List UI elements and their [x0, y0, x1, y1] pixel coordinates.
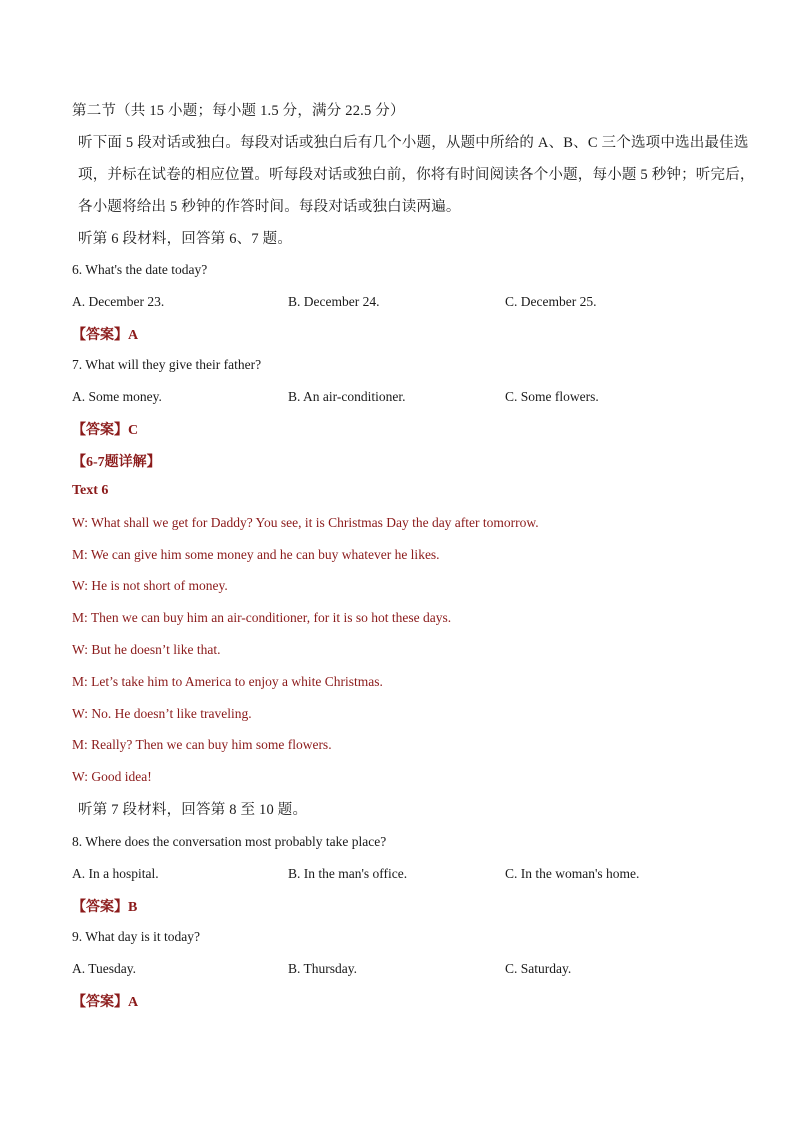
question-stem: 6. What's the date today? [72, 262, 208, 277]
part7-intro: 听第 7 段材料，回答第 8 至 10 题。 [78, 802, 308, 818]
option-c: C. Saturday. [505, 961, 572, 976]
option-b: B. Thursday. [288, 961, 357, 976]
instruction-line-3: 各小题将给出 5 秒钟的作答时间。每段对话或独白读两遍。 [78, 199, 461, 215]
dialogue-line: M: Really? Then we can buy him some flowers. [72, 737, 332, 752]
answer-label: 【答案】A [72, 328, 139, 343]
part6-intro: 听第 6 段材料，回答第 6、7 题。 [78, 231, 293, 247]
text-label: Text 6 [72, 483, 109, 498]
option-b: B. December 24. [288, 294, 380, 309]
dialogue-line: W: What shall we get for Daddy? You see, it is Christmas Day the day after tomorrow. [72, 515, 539, 530]
question-stem: 7. What will they give their father? [72, 357, 262, 372]
instruction-line-2: 项，并标在试卷的相应位置。听每段对话或独白前，你将有时间阅读各个小题，每小题 5 秒钟；听完后， [78, 167, 755, 183]
dialogue-line: W: Good idea! [72, 769, 152, 784]
dialogue-line: M: We can give him some money and he can buy whatever he likes. [72, 547, 440, 562]
question-stem: 9. What day is it today? [72, 929, 200, 944]
dialogue-line: W: But he doesn’t like that. [72, 642, 221, 657]
answer-label: 【答案】C [72, 423, 139, 438]
option-b: B. An air-conditioner. [288, 389, 406, 404]
option-c: C. December 25. [505, 294, 597, 309]
option-b: B. In the man's office. [288, 866, 408, 881]
instruction-line-1: 听下面 5 段对话或独白。每段对话或独白后有几个小题，从题中所给的 A、B、C 三个选项中选出最佳选 [78, 135, 749, 151]
option-a: A. Some money. [72, 389, 162, 404]
dialogue-line: W: He is not short of money. [72, 578, 228, 593]
answer-label: 【答案】A [72, 995, 139, 1010]
answer-label: 【答案】B [72, 900, 138, 915]
option-a: A. December 23. [72, 294, 165, 309]
section-title: 第二节（共 15 小题；每小题 1.5 分，满分 22.5 分） [72, 103, 405, 119]
explanation-heading: 【6-7题详解】 [72, 455, 161, 470]
dialogue-line: M: Let’s take him to America to enjoy a white Christmas. [72, 674, 383, 689]
option-a: A. Tuesday. [72, 961, 137, 976]
option-c: C. Some flowers. [505, 389, 599, 404]
option-c: C. In the woman's home. [505, 866, 640, 881]
question-stem: 8. Where does the conversation most probably take place? [72, 834, 387, 849]
dialogue-line: W: No. He doesn’t like traveling. [72, 706, 252, 721]
option-a: A. In a hospital. [72, 866, 159, 881]
dialogue-line: M: Then we can buy him an air-conditioner, for it is so hot these days. [72, 610, 452, 625]
